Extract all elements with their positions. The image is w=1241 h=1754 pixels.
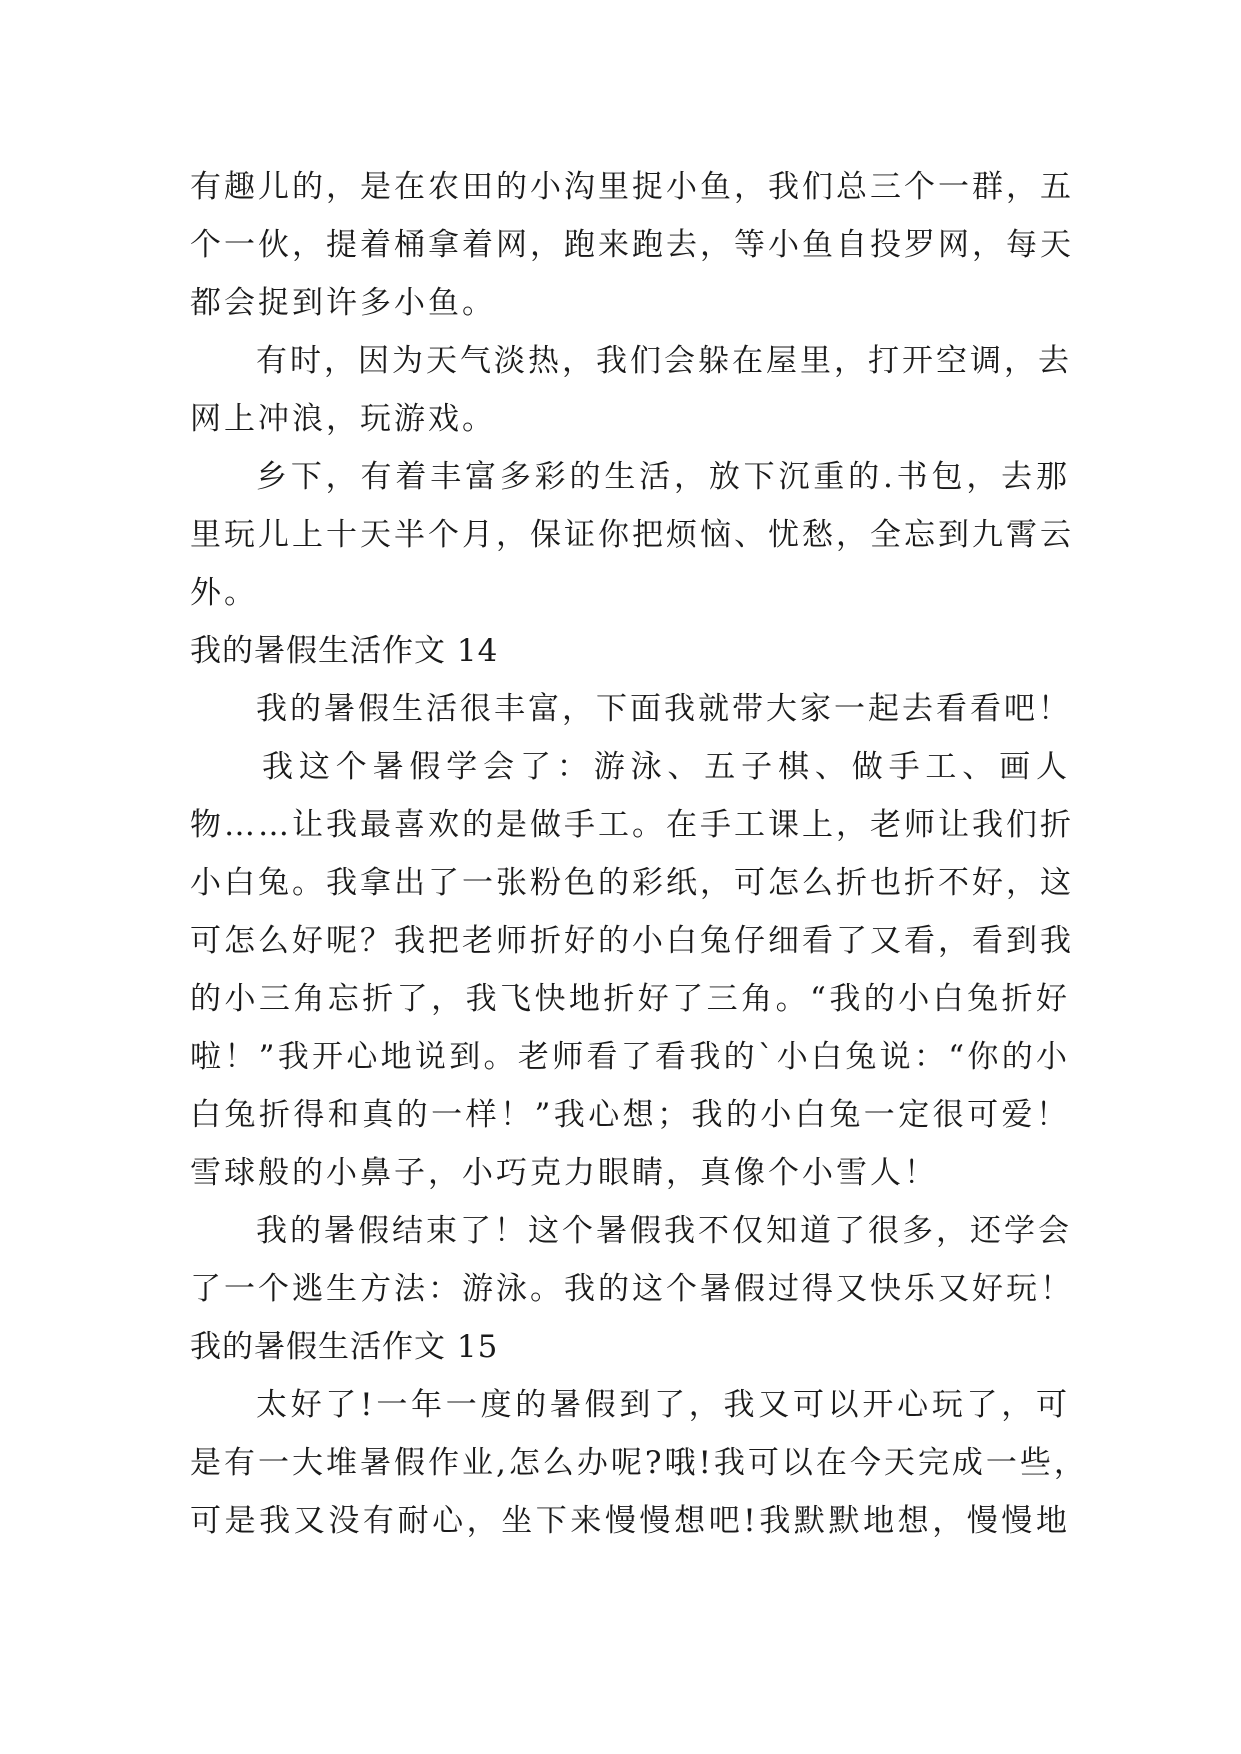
text-line: 有趣儿的，是在农田的小沟里捉小鱼，我们总三个一群，五 (190, 169, 1074, 205)
text-line: 是有一大堆暑假作业,怎么办呢?哦!我可以在今天完成一些， (190, 1445, 1088, 1481)
text-line: 可怎么好呢？我把老师折好的小白兔仔细看了又看，看到我 (190, 923, 1074, 959)
text-line: 小白兔。我拿出了一张粉色的彩纸，可怎么折也折不好，这 (190, 865, 1074, 901)
text-line: 都会捉到许多小鱼。 (190, 285, 496, 321)
text-line: 我的暑假结束了！这个暑假我不仅知道了很多，还学会 (256, 1213, 1072, 1249)
text-line: 里玩儿上十天半个月，保证你把烦恼、忧愁，全忘到九霄云 (190, 517, 1074, 553)
text-line: 白兔折得和真的一样！”我心想；我的小白兔一定很可爱！ (190, 1097, 1070, 1133)
text-line: 网上冲浪，玩游戏。 (190, 401, 496, 437)
text-line: 啦！”我开心地说到。老师看了看我的`小白兔说：“你的小 (190, 1039, 1070, 1075)
text-line: 的小三角忘折了，我飞快地折好了三角。“我的小白兔折好 (190, 981, 1070, 1017)
section-heading: 我的暑假生活作文 15 (190, 1329, 499, 1365)
text-line: 我这个暑假学会了：游泳、五子棋、做手工、画人 (262, 749, 1070, 785)
text-line: 我的暑假生活很丰富，下面我就带大家一起去看看吧！ (256, 691, 1072, 727)
text-line: 乡下，有着丰富多彩的生活，放下沉重的.书包，去那 (256, 459, 1070, 495)
text-line: 外。 (190, 575, 258, 611)
section-heading: 我的暑假生活作文 14 (190, 633, 499, 669)
document-body (190, 158, 1088, 1550)
text-line: 有时，因为天气淡热，我们会躲在屋里，打开空调，去 (256, 343, 1072, 379)
text-line: 可是我又没有耐心，坐下来慢慢想吧!我默默地想，慢慢地 (190, 1503, 1070, 1539)
text-line: 物……让我最喜欢的是做手工。在手工课上，老师让我们折 (190, 807, 1074, 843)
text-line: 个一伙，提着桶拿着网，跑来跑去，等小鱼自投罗网，每天 (190, 227, 1074, 263)
text-line: 了一个逃生方法：游泳。我的这个暑假过得又快乐又好玩！ (190, 1271, 1074, 1307)
text-line: 雪球般的小鼻子，小巧克力眼睛，真像个小雪人！ (190, 1155, 938, 1191)
text-line: 太好了!一年一度的暑假到了，我又可以开心玩了，可 (256, 1387, 1070, 1423)
